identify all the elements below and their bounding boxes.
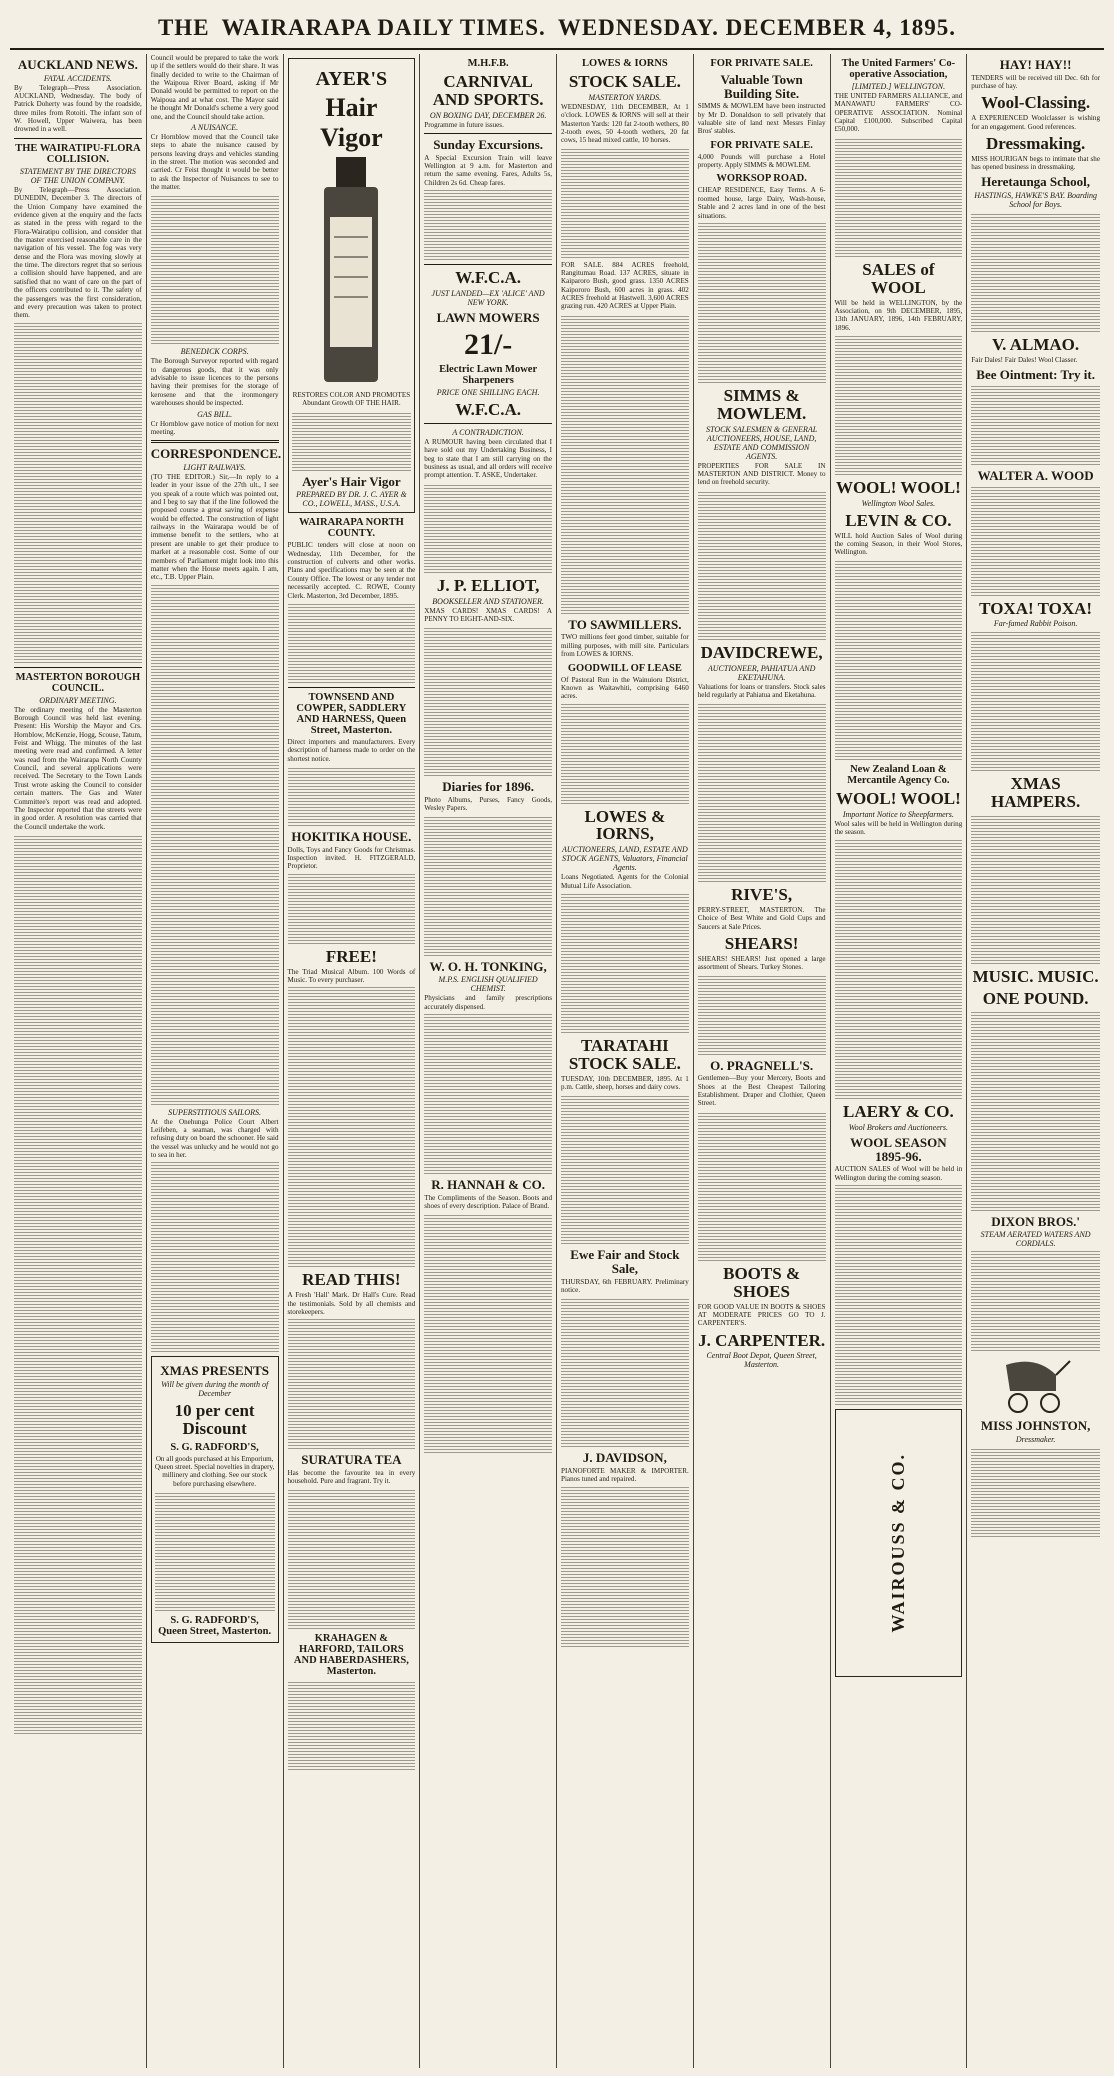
notice-text-block bbox=[698, 223, 826, 383]
heading: DAVIDCREWE, bbox=[700, 642, 823, 662]
ad-heading: FREE! bbox=[325, 946, 377, 966]
ad-text: Has become the favourite tea in every household. Pure and fragrant. Try it. bbox=[287, 1468, 416, 1486]
heading: The United Farmers' Co-operative Association, bbox=[841, 58, 956, 81]
heading: HAY! HAY!! bbox=[999, 57, 1072, 72]
notice-text: Will be held in WELLINGTON, by the Association, on 9th DECEMBER, 1895, 13th JANUARY, 1896, 14th FEBRUARY, 1896. bbox=[834, 298, 963, 332]
notice-text-block bbox=[971, 486, 1100, 596]
heading: FOR PRIVATE SALE. bbox=[710, 58, 813, 69]
subheading: M.P.S. ENGLISH QUALIFIED CHEMIST. bbox=[438, 975, 538, 994]
subheading: BENEDICK CORPS. bbox=[180, 347, 249, 357]
ad-text-block bbox=[288, 1489, 416, 1629]
advertisement bbox=[288, 58, 416, 513]
columns bbox=[10, 54, 1104, 2068]
column-7 bbox=[831, 54, 968, 2068]
notice-text: XMAS CARDS! XMAS CARDS! A PENNY TO EIGHT-AND-SIX. bbox=[424, 606, 552, 623]
heading: WOOL SEASON 1895-96. bbox=[850, 1135, 947, 1164]
heading: J. P. ELLIOT, bbox=[436, 575, 540, 595]
heading: M.H.F.B. bbox=[467, 58, 509, 69]
heading: Electric Lawn Mower Sharpeners bbox=[439, 364, 538, 387]
subheading: STOCK SALESMEN & GENERAL AUCTIONEERS, HOUSE, LAND, ESTATE AND COMMISSION AGENTS. bbox=[706, 424, 818, 461]
notice-text-block bbox=[424, 816, 552, 956]
heading: Sunday Excursions. bbox=[433, 137, 544, 153]
vertical-ad-text: WAIROUSS & CO. bbox=[887, 1453, 908, 1633]
hair-vigor-bottle-illustration bbox=[306, 157, 396, 387]
subheading: MASTERTON YARDS. bbox=[588, 92, 662, 102]
article-text: (TO THE EDITOR.) Sir,—In reply to a leader in your issue of the 27th ult., I see you speak of a route which was pointed out, and I beg to say that if the line followed the proposed course a great saving of expense would be effected. The construction of light railways in the Wairarapa would be of immense benefit to the settlers, who at present are unable to get their produce to market at a reasonable cost. Some of our members of Parliament might look into this matter when the House meets again. I am, etc., T.B. Upper Plain. bbox=[150, 472, 279, 582]
heading: SALES of WOOL bbox=[862, 259, 935, 297]
notice-text: CHEAP RESIDENCE, Easy Terms. A 6-roomed house, large Dairy, Wash-house, Stable and 2 acres land in one of the best situations. bbox=[697, 186, 826, 220]
notice-text: PROPERTIES FOR SALE IN MASTERTON AND DISTRICT. Money to lend on freehold security. bbox=[697, 461, 826, 487]
notice-text-block bbox=[561, 704, 689, 804]
subheading: AUCTIONEER, PAHIATUA AND EKETAHUNA. bbox=[707, 663, 816, 682]
heading: LOWES & IORNS bbox=[581, 58, 668, 69]
ad-text: Direct importers and manufacturers. Every description of harness made to order on the shortest notice. bbox=[287, 737, 416, 763]
notice-text: PERRY-STREET, MASTERTON. The Choice of Best White and Gold Cups and Saucers at Sale Prices. bbox=[697, 906, 826, 931]
divider bbox=[14, 138, 142, 139]
masthead-title: WAIRARAPA DAILY TIMES. bbox=[221, 15, 546, 40]
notice-text-block bbox=[561, 1487, 689, 1647]
divider bbox=[424, 264, 552, 265]
heading: DIXON BROS.' bbox=[991, 1213, 1081, 1229]
heading: O. PRAGNELL'S. bbox=[710, 1057, 814, 1073]
vertical-advertisement bbox=[835, 1409, 963, 1677]
masthead-left: THE bbox=[157, 15, 210, 40]
heading: FOR PRIVATE SALE. bbox=[710, 139, 813, 151]
notice-text-block bbox=[698, 702, 826, 882]
notice-text-block bbox=[971, 814, 1100, 964]
ad-heading: S. G. RADFORD'S, bbox=[170, 1441, 259, 1453]
heading: TOXA! TOXA! bbox=[979, 598, 1093, 618]
notice-text-block bbox=[424, 483, 552, 573]
notice-text: Photo Albums, Purses, Fancy Goods, Wesley Papers. bbox=[424, 796, 552, 813]
ad-text-block bbox=[292, 411, 412, 471]
ad-heading: READ THIS! bbox=[302, 1270, 401, 1290]
notice-text: Of Pastoral Run in the Wainuioru District, Known as Waitawhiti, comprising 6460 acres. bbox=[561, 675, 689, 701]
ad-heading: Hair Vigor bbox=[320, 93, 383, 152]
notice-text: Programme in future issues. bbox=[424, 120, 504, 129]
notice-text: Gentlemen—Buy your Mercery, Boots and Shoes at the Best Cheapest Tailoring Establishment. Draper and Clothier, Queen Street. bbox=[697, 1074, 826, 1108]
article-text-block bbox=[14, 323, 142, 663]
article-text-block bbox=[151, 194, 279, 344]
notice-text-block bbox=[424, 626, 552, 776]
ad-heading: 10 per cent Discount bbox=[174, 1401, 255, 1438]
ad-heading: Ayer's Hair Vigor bbox=[302, 473, 401, 489]
notice-text: FOR SALE. 884 ACRES freehold, Rangitumau Road. 137 ACRES, situate in Kaiparoro Bush, good grass. 1350 ACRES Kaipororo Bush, 600 acres in grass. 402 ACRES freehold at Hastwell. 3,600 ACRES grazing run. 420 ACRES at Upper Plain. bbox=[561, 260, 689, 311]
ad-heading: HOKITIKA HOUSE. bbox=[291, 829, 412, 845]
notice-text: FOR GOOD VALUE IN BOOTS & SHOES AT MODERATE PRICES GO TO J. CARPENTER'S. bbox=[697, 1302, 826, 1328]
subheading: GAS BILL. bbox=[197, 409, 233, 419]
heading: BOOTS & SHOES bbox=[723, 1263, 801, 1301]
heading: CORRESPONDENCE. bbox=[150, 446, 282, 462]
heading: XMAS HAMPERS. bbox=[991, 774, 1081, 812]
notice-text-block bbox=[971, 1011, 1100, 1211]
notice-text: Physicians and family prescriptions accurately dispensed. bbox=[424, 994, 552, 1011]
subheading: Wool Brokers and Auctioneers. bbox=[848, 1123, 948, 1133]
notice-text-block bbox=[971, 212, 1100, 332]
heading: SHEARS! bbox=[724, 934, 799, 954]
subheading: Far-famed Rabbit Poison. bbox=[993, 619, 1078, 629]
article-text: The ordinary meeting of the Masterton Borough Council was held last evening. Present: His Worship the Mayor and Crs. Hornblow, McKenzie, Hogg, Scouse, Tatum, Feist and Whigg. The minutes of the last meeting were read and confirmed. A letter was read from the Wairarapa North County Council, and several applications were received. The Secretary to the Town Lands Trust wrote asking the Council to consider certain matters. The Gas and Water Committee's report was read and adopted. The Inspector reported that the streets were in good order. A resolution was carried that the Council undertake the work. bbox=[14, 705, 142, 831]
notice-text-block bbox=[835, 1185, 963, 1405]
ad-text: A Fresh 'Hall' Mark. Dr Hall's Cure. Read the testimonials. Sold by all chemists and storekeepers. bbox=[287, 1291, 416, 1316]
heading: STOCK SALE. bbox=[568, 72, 681, 92]
notice-text-block bbox=[561, 893, 689, 1033]
ad-heading: SURATURA TEA bbox=[301, 1452, 402, 1468]
subheading: Important Notice to Sheepfarmers. bbox=[842, 809, 954, 819]
heading: J. DAVIDSON, bbox=[582, 1450, 667, 1466]
notice-text-block bbox=[835, 137, 963, 257]
ad-heading: S. G. RADFORD'S, Queen Street, Masterton. bbox=[158, 1615, 272, 1638]
ad-text: The Triad Musical Album. 100 Words of Music. To every purchaser. bbox=[287, 967, 416, 984]
heading: MISS JOHNSTON, bbox=[980, 1418, 1091, 1434]
notice-text: 4,000 Pounds will purchase a Hotel property. Apply SIMMS & MOWLEM. bbox=[697, 152, 826, 170]
heading: Dressmaking. bbox=[985, 133, 1086, 153]
masthead bbox=[10, 8, 1104, 50]
notice-text: AUCTION SALES of Wool will be held in Wellington during the coming season. bbox=[834, 1165, 963, 1182]
article-text: The Borough Surveyor reported with regard to dangerous goods, that it was only advisable to issue licences to the persons having their premises for the storage of kerosene and that the ironmongery warehouses should be inspected. bbox=[150, 357, 279, 408]
ad-text: On all goods purchased at his Emporium, Queen street. Special novelties in drapery, millinery and clothing. See our stock before purchasing elsewhere. bbox=[154, 1454, 275, 1488]
subheading: JUST LANDED—EX 'ALICE' AND NEW YORK. bbox=[431, 288, 545, 307]
notice-text: THE UNITED FARMERS ALLIANCE, and MANAWATU FARMERS' CO-OPERATIVE ASSOCIATION. Nominal Capital £100,000. Subscribed Capital £50,000. bbox=[834, 92, 963, 134]
heading: J. CARPENTER. bbox=[698, 1330, 826, 1350]
notice-text: PUBLIC tenders will close at noon on Wednesday, 11th December, for the construction of culverts and other works. Plans and specifications may be seen at the County Office. The lowest or any tender not necessarily accepted. C. ROWE, County Clerk. Masterton, 3rd December, 1895. bbox=[287, 541, 416, 600]
divider bbox=[288, 687, 416, 688]
notice-text: THURSDAY, 6th FEBRUARY. Preliminary notice. bbox=[561, 1277, 689, 1295]
ad-subheading: PREPARED BY DR. J. C. AYER & CO., LOWELL, MASS., U.S.A. bbox=[296, 490, 407, 509]
ad-text-block bbox=[288, 987, 416, 1267]
subheading: Wellington Wool Sales. bbox=[861, 498, 936, 508]
notice-text: Fair Dales! Fair Dales! Wool Classer. bbox=[971, 355, 1078, 364]
notice-text: WILL hold Auction Sales of Wool during the coming Season, in their Wool Stores, Wellington. bbox=[834, 531, 963, 557]
notice-text-block bbox=[971, 385, 1100, 465]
column-6 bbox=[694, 54, 831, 2068]
ad-heading: XMAS PRESENTS bbox=[160, 1363, 269, 1379]
article-text: Council would be prepared to take the work up if the settlers would do their share. It was finally decided to write to the Chairman of the Waipoua River Board, asking if Mr Donald would be permitted to report on the Waipoua and at what cost. The Mayor said he thought Mr Donald's scheme a very good one, and the Council should take action. bbox=[150, 54, 279, 121]
notice-text-block bbox=[561, 1297, 689, 1447]
notice-text: SHEARS! SHEARS! Just opened a large assortment of Shears. Turkey Stones. bbox=[697, 955, 826, 972]
ad-text-block bbox=[288, 766, 416, 826]
notice-text: A RUMOUR having been circulated that I have sold out my Undertaking Business, I beg to state that I am still carrying on the business as usual, and all orders will receive prompt attention. T. ASKE, Undertaker. bbox=[424, 438, 552, 480]
article-text: Cr Hornblow moved that the Council take steps to abate the nuisance caused by persons leaving drays and vehicles standing in the street. The motion was seconded and carried. Cr Feist thought it would be better to ask the Inspector of Nuisances to see to the matter. bbox=[150, 132, 279, 192]
advertisement bbox=[151, 1356, 279, 1643]
heading: Ewe Fair and Stock Sale, bbox=[570, 1247, 680, 1277]
subheading: A CONTRADICTION. bbox=[452, 428, 524, 437]
notice-text-block bbox=[698, 1111, 826, 1261]
ad-text-block bbox=[288, 1319, 416, 1449]
notice-text: TENDERS will be received till Dec. 6th for purchase of hay. bbox=[971, 73, 1100, 90]
notice-text-block bbox=[698, 490, 826, 640]
notice-text-block bbox=[835, 560, 963, 760]
notice-text: MISS HOURIGAN begs to intimate that she has opened business in dressmaking. bbox=[971, 154, 1100, 172]
notice-text: PIANOFORTE MAKER & IMPORTER. Pianos tuned and repaired. bbox=[561, 1467, 689, 1484]
heading: LAERY & CO. bbox=[843, 1102, 954, 1122]
notice-text: The Compliments of the Season. Boots and shoes of every description. Palace of Brand. bbox=[424, 1193, 552, 1211]
notice-text: WEDNESDAY, 11th DECEMBER, At 1 o'clock. LOWES & IORNS will sell at their Masterton Yards: 120 fat 2-tooth wethers, 80 2-tooth ewes, 50 4-tooth wethers, 20 fat cows, 15 head mixed cattle, 10 horses. bbox=[561, 102, 689, 145]
ad-heading: KRAHAGEN & HARFORD, TAILORS AND HABERDASHERS, Masterton. bbox=[293, 1632, 409, 1677]
heading: W. O. H. TONKING, bbox=[429, 958, 547, 974]
notice-text-block bbox=[971, 1447, 1100, 1537]
subheading: STATEMENT BY THE DIRECTORS OF THE UNION COMPANY. bbox=[19, 166, 136, 185]
notice-text: Wool sales will be held in Wellington during the season. bbox=[834, 819, 963, 836]
heading: MUSIC. MUSIC. bbox=[972, 967, 1099, 987]
divider bbox=[151, 440, 279, 443]
article-text: By Telegraph—Press Association. AUCKLAND, Wednesday. The body of Patrick Doherty was found by the roadside, three miles from Rotoiti. The infant son of W. Howell, Upper Waiwera, has been drowned in a well. bbox=[14, 83, 142, 134]
notice-text-block bbox=[424, 1213, 552, 1453]
article-text: By Telegraph—Press Association. DUNEDIN, December 3. The directors of the Union Company have examined the evidence given at the enquiry and the facts as stated in the press with regard to the Flora-Wairatipu collision, and consider that the master exercised reasonable care in the navigation of his vessel. The fog was very dense and the Flora was moving slowly at the time. The directors regret that so serious a collision should have happened, and are satisfied that no want of care on the part of the officers contributed to it. The safety of the passengers was the first consideration, and every precaution was taken to protect them. bbox=[14, 185, 142, 320]
column-8 bbox=[967, 54, 1104, 2068]
notice-text-block bbox=[971, 631, 1100, 771]
column-5 bbox=[557, 54, 694, 2068]
ad-subheading: Will be given during the month of December bbox=[161, 1380, 269, 1399]
column-3 bbox=[284, 54, 421, 2068]
subheading: A NUISANCE. bbox=[191, 122, 239, 132]
heading: Diaries for 1896. bbox=[442, 779, 535, 795]
subheading: AUCTIONEERS, LAND, ESTATE AND STOCK AGENTS, Valuators, Financial Agents. bbox=[561, 845, 688, 873]
heading: WOOL! WOOL! bbox=[835, 788, 961, 808]
heading: Valuable Town Building Site. bbox=[720, 72, 803, 101]
heading: GOODWILL OF LEASE bbox=[567, 662, 682, 674]
heading: TARATAHI STOCK SALE. bbox=[568, 1036, 681, 1073]
column-2 bbox=[147, 54, 284, 2068]
article-text-block bbox=[14, 834, 142, 1734]
notice-text-block bbox=[561, 148, 689, 258]
ad-text: RESTORES COLOR AND PROMOTES Abundant Growth OF THE HAIR. bbox=[292, 391, 411, 408]
subheading: ON BOXING DAY, DECEMBER 26. bbox=[429, 110, 547, 120]
notice-text: Valuations for loans or transfers. Stock sales held regularly at Pahiatua and Eketahuna. bbox=[697, 682, 826, 699]
heading: New Zealand Loan & Mercantile Agency Co. bbox=[847, 763, 950, 786]
heading: MASTERTON BOROUGH COUNCIL. bbox=[15, 671, 141, 694]
notice-text: TWO millions feet good timber, suitable for milling purposes, with mill site. Particulars from LOWES & IORNS. bbox=[561, 633, 689, 659]
heading: CARNIVAL AND SPORTS. bbox=[432, 72, 544, 109]
subheading: LIGHT RAILWAYS. bbox=[183, 462, 246, 472]
heading: V. ALMAO. bbox=[992, 335, 1080, 355]
heading: R. HANNAH & CO. bbox=[431, 1177, 545, 1193]
ad-heading: AYER'S bbox=[315, 68, 388, 90]
notice-text: Loans Negotiated. Agents for the Colonial Mutual Life Association. bbox=[561, 873, 689, 890]
heading: SIMMS & MOWLEM. bbox=[717, 385, 807, 423]
heading: TO SAWMILLERS. bbox=[568, 616, 682, 632]
heading: LEVIN & CO. bbox=[845, 510, 952, 530]
ad-text-block bbox=[288, 874, 416, 944]
ad-text-block bbox=[155, 1491, 275, 1611]
ad-heading: TOWNSEND AND COWPER, SADDLERY AND HARNESS, Queen Street, Masterton. bbox=[296, 691, 407, 736]
subheading: STEAM AERATED WATERS AND CORDIALS. bbox=[980, 1230, 1091, 1249]
heading: WAIRARAPA NORTH COUNTY. bbox=[299, 517, 404, 540]
heading: AUCKLAND NEWS. bbox=[17, 57, 138, 72]
notice-text: SIMMS & MOWLEM have been instructed by Mr D. Donaldson to sell privately that valuable site of land next Messrs Finlay Bros' stables. bbox=[697, 102, 826, 136]
column-4 bbox=[420, 54, 557, 2068]
notice-text-block bbox=[835, 839, 963, 1099]
heading: LOWES & IORNS, bbox=[584, 806, 666, 844]
heading: ONE POUND. bbox=[982, 988, 1089, 1008]
heading: THE WAIRATIPU-FLORA COLLISION. bbox=[15, 142, 141, 165]
heading: RIVE'S, bbox=[731, 885, 793, 905]
subheading: FATAL ACCIDENTS. bbox=[43, 73, 112, 83]
notice-text-block bbox=[698, 975, 826, 1055]
notice-text-block bbox=[835, 335, 963, 475]
subheading: Central Boot Depot, Queen Street, Masterton. bbox=[706, 1351, 817, 1370]
heading: Heretaunga School, bbox=[981, 174, 1091, 190]
heading: WOOL! WOOL! bbox=[835, 477, 961, 497]
ad-text: Dolls, Toys and Fancy Goods for Christmas. Inspection invited. H. FITZGERALD, Proprietor. bbox=[287, 845, 416, 871]
heading: W.F.C.A. bbox=[455, 400, 522, 420]
perambulator-illustration bbox=[996, 1355, 1076, 1415]
heading: LAWN MOWERS bbox=[436, 309, 540, 325]
subheading: PRICE ONE SHILLING EACH. bbox=[436, 388, 540, 398]
notice-text: A Special Excursion Train will leave Wellington at 9 a.m. for Masterton and return the same evening. Fares, Adults 5s, Children 2s 6d. Cheap fares. bbox=[424, 153, 552, 187]
ad-text-block bbox=[288, 1680, 416, 1770]
notice-text-block bbox=[561, 1094, 689, 1244]
article-text: At the Onehunga Police Court Albert Leifeben, a seaman, was charged with refusing duty on board the schooner. He said the vessel was unlucky and he would not go to sea in her. bbox=[150, 1117, 279, 1160]
subheading: [LIMITED.] WELLINGTON. bbox=[851, 82, 946, 92]
subheading: Dressmaker. bbox=[1015, 1435, 1056, 1445]
notice-text-block bbox=[424, 190, 552, 260]
heading: Wool-Classing. bbox=[981, 93, 1091, 113]
article-text-block bbox=[151, 1162, 279, 1352]
notice-text-block bbox=[971, 1251, 1100, 1351]
notice-text-block bbox=[424, 1014, 552, 1174]
heading: WORKSOP ROAD. bbox=[716, 173, 807, 185]
heading: WALTER A. WOOD bbox=[977, 467, 1094, 483]
divider bbox=[424, 423, 552, 424]
notice-text: A EXPERIENCED Woolclasser is wishing for an engagement. Good references. bbox=[971, 114, 1100, 131]
notice-text-block bbox=[561, 314, 689, 614]
heading: Bee Ointment: Try it. bbox=[976, 367, 1095, 383]
article-text-block bbox=[151, 585, 279, 1105]
subheading: HASTINGS, HAWKE'S BAY. Boarding School for Boys. bbox=[974, 191, 1098, 210]
masthead-date: WEDNESDAY. DECEMBER 4, 1895. bbox=[557, 15, 957, 40]
divider bbox=[424, 133, 552, 134]
notice-text-block bbox=[288, 603, 416, 683]
notice-text: TUESDAY, 10th DECEMBER, 1895. At 1 p.m. Cattle, sheep, horses and dairy cows. bbox=[561, 1074, 689, 1092]
price: 21/- bbox=[463, 327, 513, 361]
subheading: BOOKSELLER AND STATIONER. bbox=[432, 596, 544, 606]
divider bbox=[14, 667, 142, 668]
subheading: SUPERSTITIOUS SAILORS. bbox=[168, 1107, 262, 1117]
column-1 bbox=[10, 54, 147, 2068]
article-text: Cr Hornblow gave notice of motion for next meeting. bbox=[150, 419, 279, 436]
subheading: ORDINARY MEETING. bbox=[39, 695, 117, 705]
heading: W.F.C.A. bbox=[455, 268, 522, 288]
